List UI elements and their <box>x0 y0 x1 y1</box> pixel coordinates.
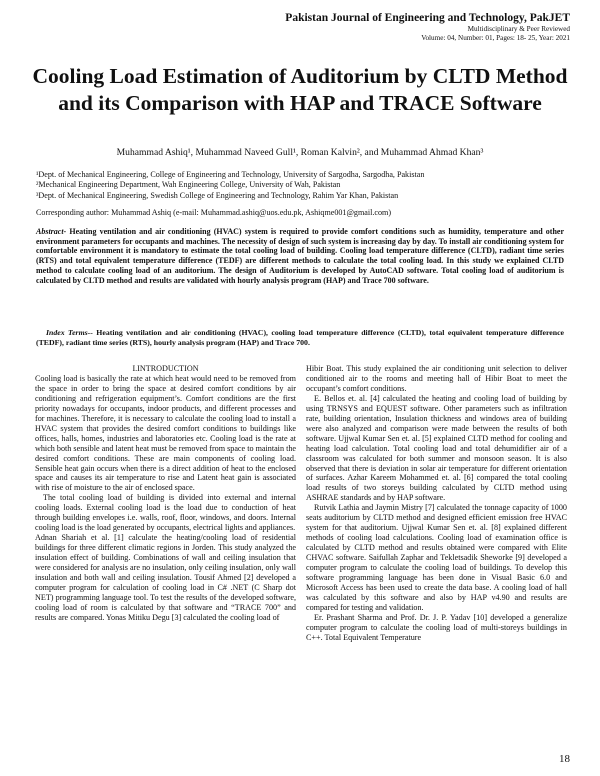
journal-header <box>285 12 570 42</box>
journal-subtitle: Multidisciplinary & Peer Reviewed <box>467 25 570 33</box>
paragraph: Hibir Boat. This study explained the air conditioning unit selection to deliver conditioned air to the rooms and meeting hall of Hibir Boat to meet the occupant’s comfort conditions. <box>306 364 567 393</box>
journal-name: Pakistan Journal of Engineering and Technology, PakJET <box>285 12 570 24</box>
right-column <box>306 364 567 643</box>
corresponding-author: Corresponding author: Muhammad Ashiq (e-mail: Muhammad.ashiq@uos.edu.pk, Ashiqme001@gmail.com) <box>36 208 392 217</box>
abstract-text: Heating ventilation and air conditioning (HVAC) system is required to provide comfort conditions such as humidity, temperature and other environment parameters for occupants and machines. The necessity of design of such system is increasing day by day. To install air conditioning system for comfortable environment it is mandatory to estimate the total cooling load of building. Cooling load temperature difference (CLTD), radiant time series (RTS) and total equivalent temperature difference (TEDF) are different methods to calculate the total cooling load. In this study we explained CLTD method to calculate cooling load of an auditorium. The design of Auditorium is developed by AutoCAD software. Total cooling load of auditorium is calculated by CLTD method and results are validated with hourly analysis program (HAP) and Trace 700 software. <box>36 227 564 285</box>
affiliations <box>36 170 576 201</box>
index-terms-text: Heating ventilation and air conditioning (HVAC), cooling load temperature difference (CLTD), total equivalent temperature difference (TEDF), radiant time series (RTS), hourly analysis program (HAP) and Trace 700. <box>36 328 564 347</box>
paragraph: Adnan Shariah et al. [1] calculate the heating/cooling load of residential buildings for three different climatic regions in Jorden. This study analyzed the insulation effect of building. Combinations of wall and ceiling insulation that were considered for analysis are no insulation, only ceiling insulation, only wall insulation and both wall and ceiling insulation. Tousif Ahmed [2] developed a computer program for calculation of cooling load in C# .NET (C Sharp dot NET) programming language tool. To test the results of the developed software, cooling load of room is calculated by that software and “TRACE 700” and results are compared. Yonas Mitiku Degu [3] calculated the cooling load of <box>35 533 296 622</box>
paragraph: The total cooling load of building is divided into external and internal cooling loads. External cooling load is the load due to conduction of heat through building envelopes i.e. walls, roof, floor, windows, and doors. Internal cooling load is the load generated by occupants, electrical lights and appliances. <box>35 493 296 533</box>
abstract <box>36 227 564 285</box>
paragraph: Er. Prashant Sharma and Prof. Dr. J. P. Yadav [10] developed a generalize computer program to calculate the cooling load of multi-storeys buildings in C++. Total Equivalent Temperature <box>306 612 567 642</box>
paragraph: E. Bellos et. al. [4] calculated the heating and cooling load of building by using TRNSYS and EQUEST software. Other parameters such as infiltration rate, building orientation, Insulation thickness and windows area of building were also analyzed and comparison were made between the results of both software. Ujjwal Kumar Sen et. al. [5] explained CLTD method for cooling and heating load calculation. Total cooling load and total dehumidifier air of a classroom was calculated for both summer and monsoon season. It is also observed that there is deviation in solar air temperature for different orientation of surfaces. Azhar Kareem Mohammed et. al. [6] compared the total cooling load results of two storeys building calculated by CLTD method using ASHRAE standards and by HAP software. <box>306 393 567 503</box>
section-heading: I.INTRODUCTION <box>132 364 199 373</box>
affiliation-2: ²Mechanical Engineering Department, Wah Engineering College, University of Wah, Pakistan <box>36 180 341 190</box>
left-column <box>35 364 296 623</box>
index-terms-label: Index Terms-- <box>46 328 93 337</box>
paragraph: Rutvik Lathia and Jaymin Mistry [7] calculated the tonnage capacity of 1000 seats auditorium by CLTD method and designed efficient emission free HVAC system for that auditorium. Ujjwal Kumar Sen et. al. [8] explained different methods of cooling load calculations. Cooling load of examination office is calculated by CLTD method and results obtained were compared with Elite CHVAC software. Saifullah Zaphar and Tekletsadik Sheworke [9] developed a computer program to calculate the cooling load of buildings. To develop this software programming language has been done in Visual Basic 6.0 and Microsoft Access has been used to create the data base. A cooling load of hall was calculated by this software and also by HAP v4.90 and results are compared for testing and validation. <box>306 503 567 612</box>
journal-volume-info: Volume: 04, Number: 01, Pages: 18- 25, Year: 2021 <box>421 33 570 42</box>
author-list: Muhammad Ashiq¹, Muhammad Naveed Gull¹, Roman Kalvin², and Muhammad Ahmad Khan³ <box>116 147 484 158</box>
abstract-label: Abstract- <box>36 227 67 236</box>
affiliation-1: ¹Dept. of Mechanical Engineering, College of Engineering and Technology, University of Sargodha, Sargodha, Pakistan <box>36 170 425 179</box>
index-terms <box>36 328 564 348</box>
paper-title: Cooling Load Estimation of Auditorium by CLTD Method and its Comparison with HAP and TRACE Software <box>32 64 568 115</box>
paragraph: Cooling load is basically the rate at which heat would need to be removed from the space in order to bring the space at desired comfort conditions by air conditioning and refrigeration equipment’s. Comfort conditions are the first priority nowadays for occupants, indoor products, and different processes and for machines. Therefore, it is necessary to calculate the cooling load to install a HVAC system that provides the desired comfort conditions to buildings like offices, halls, homes, industries and laboratories etc. Cooling load is the rate at which both sensible and latent heat must be removed from space to maintain the desired comfort conditions. These are main components of cooling load. Sensible heat gain occurs when there is a direct addition of heat to the enclosed space and causes its air temperature to rise and Latent heat gain is associated with rise of moisture to the air of enclosed space. <box>35 373 296 493</box>
page-number: 18 <box>559 753 570 765</box>
affiliation-3: ³Dept. of Mechanical Engineering, Swedish College of Engineering and Technology, Rahim Yar Khan, Pakistan <box>36 190 399 200</box>
